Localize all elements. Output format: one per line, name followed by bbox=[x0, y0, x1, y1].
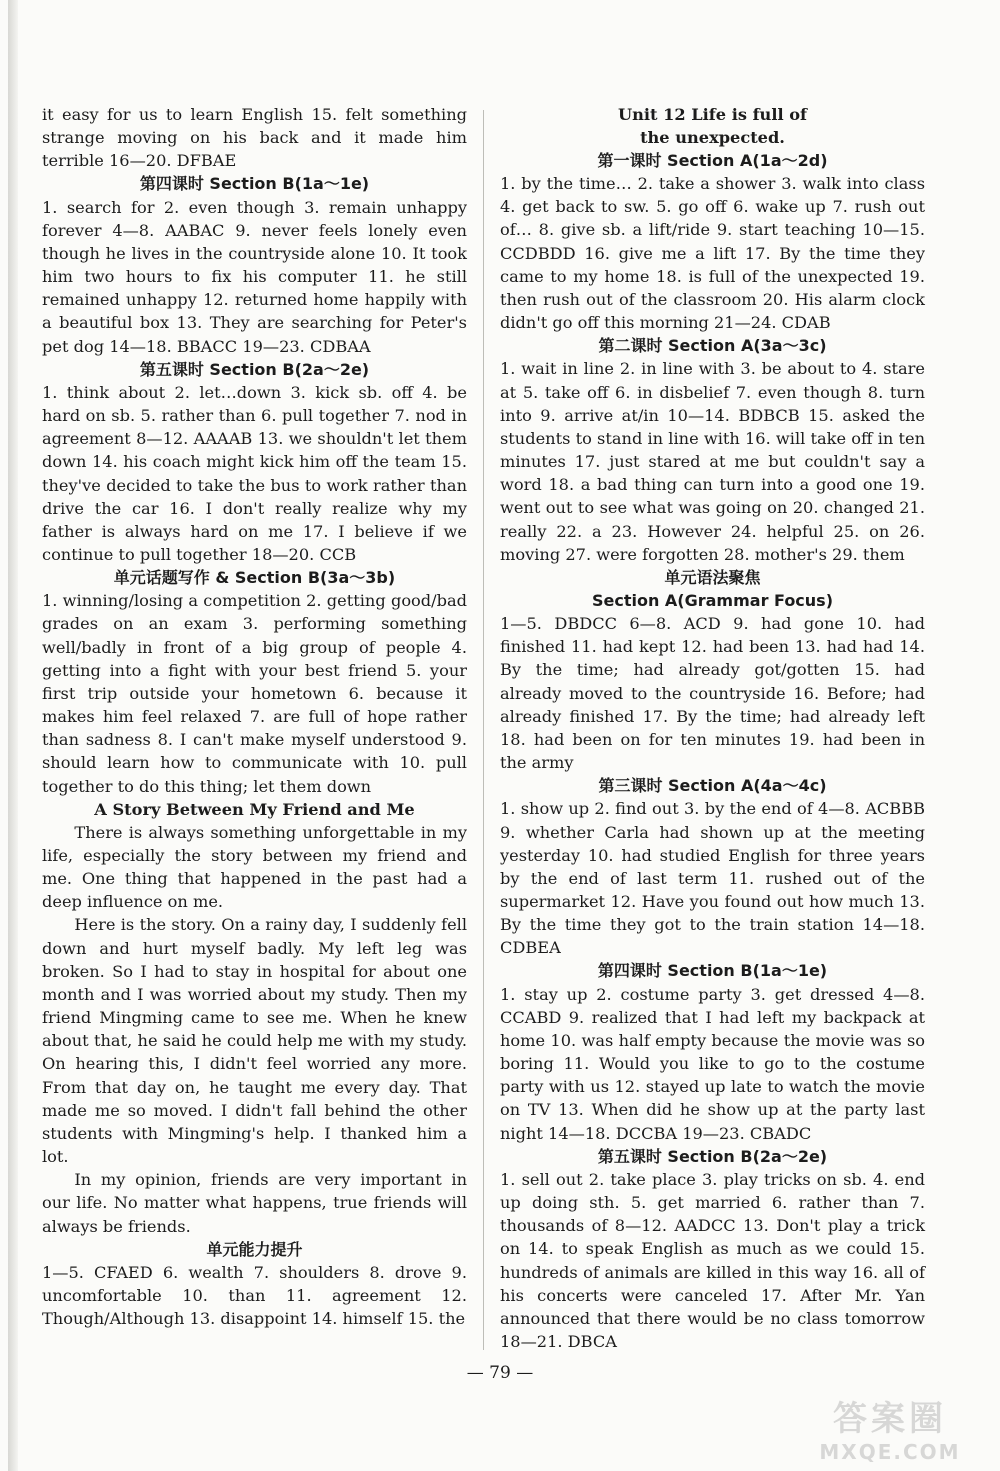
section-answers: 1. stay up 2. costume party 3. get dressed 4—8. CCABD 9. realized that I had left my backpack at home 10. was half empty because the movie was so boring 11. Would you like to go to the costume party with us 12. stayed up late to watch the movie on TV 13. When did he show up at the party last night 14—18. DCCBA 19—23. CBADC bbox=[500, 984, 925, 1143]
section-heading: 单元语法聚焦 bbox=[664, 567, 761, 587]
watermark-text: 答案圈 bbox=[833, 1399, 947, 1439]
section-heading: 第二课时 Section A(3a～3c) bbox=[598, 336, 827, 356]
section-heading: 第五课时 Section B(2a～2e) bbox=[139, 359, 370, 379]
section-heading: 单元话题写作 & Section B(3a～3b) bbox=[113, 568, 396, 588]
section-answers: 1—5. CFAED 6. wealth 7. shoulders 8. drove 9. uncomfortable 10. than 11. agreement 12. Though/Although 13. disappoint 14. himself 15. the bbox=[42, 1262, 467, 1329]
section-answers: 1. by the time… 2. take a shower 3. walk into class 4. get back to sw. 5. go off 6. wake up 7. rush out of… 8. give sb. a lift/ride 9. start teaching 10—15. CCDBDD 16. give me a lift 17. By the time they came to my home 18. is full of the unexpected 19. then rush out of the classroom 20. His alarm clock didn't go off this morning 21—24. CDAB bbox=[500, 174, 925, 333]
essay-title: A Story Between My Friend and Me bbox=[94, 799, 415, 819]
unit-title: Unit 12 Life is full of bbox=[617, 105, 808, 124]
section-answers: 1—5. DBDCC 6—8. ACD 9. had gone 10. had finished 11. had kept 12. had been 13. had had 14. By the time; had already got/gotten 15. had already moved to the countryside 16. Before; had already finished 17. By the time; had already left 18. had been on for ten minutes 19. had been in the army bbox=[500, 614, 925, 773]
section-heading: 第五课时 Section B(2a～2e) bbox=[597, 1146, 828, 1166]
right-column bbox=[500, 103, 925, 1353]
section-subheading: Section A(Grammar Focus) bbox=[591, 590, 834, 610]
scan-edge bbox=[8, 0, 18, 1471]
section-heading: 第四课时 Section B(1a～1e) bbox=[139, 174, 370, 194]
watermark-logo bbox=[800, 1391, 980, 1464]
section-answers: 1. wait in line 2. in line with 3. be about to 4. stare at 5. take off 6. in disbelief 7. even though 8. turn into 9. arrive at/in 10—14. BDBCB 15. asked the students to stand in line with 16. will take off in ten minutes 17. just stared at me but couldn't say a word 18. a bad thing can turn into a good one 19. went out to see what was going on 20. changed 21. really 22. a 23. However 24. helpful 25. on 26. moving 27. were forgotten 28. mother's 29. them bbox=[500, 359, 925, 564]
section-answers: 1. sell out 2. take place 3. play tricks on sb. 4. end up doing sth. 5. get married 6. rather than 7. thousands of 8—12. AADCC 13. Don't play a trick on 14. to speak English as much as we could 15. hundreds of animals are killed in this way 16. all of his concerts were canceled 17. After Mr. Yan announced that there would be no class tomorrow 18—21. DBCA bbox=[500, 1169, 925, 1351]
section-heading: 第三课时 Section A(4a～4c) bbox=[598, 776, 827, 796]
section-answers: 1. think about 2. let…down 3. kick sb. off 4. be hard on sb. 5. rather than 6. pull together 7. nod in agreement 8—12. AAAAB 13. we shouldn't let them down 14. his coach might kick him off the team 15. they've decided to take the bus to work rather than drive the car 16. I don't really realize why my father is always hard on me 17. I believe if we continue to pull together 18—20. CCB bbox=[42, 382, 467, 564]
section-heading: 第一课时 Section A(1a～2d) bbox=[597, 151, 828, 170]
left-column bbox=[42, 103, 467, 1330]
essay-paragraph: In my opinion, friends are very important in our life. No matter what happens, true friends will always be friends. bbox=[42, 1170, 467, 1236]
page-number: — 79 — bbox=[466, 1363, 534, 1383]
essay-paragraph: There is always something unforgettable in my life, especially the story between my friend and me. One thing that happened in the past had a deep influence on me. bbox=[42, 822, 467, 912]
section-heading: 第四课时 Section B(1a～1e) bbox=[597, 961, 828, 981]
column-divider bbox=[483, 110, 484, 1350]
intro-answers: it easy for us to learn English 15. felt something strange moving on his back and it made him terrible 16—20. DFBAE bbox=[42, 105, 467, 171]
section-answers: 1. show up 2. find out 3. by the end of 4—8. ACBBB 9. whether Carla had shown up at the meeting yesterday 10. had studied English for three years by the end of last term 11. rushed out of the supermarket 12. Have you found out how much 13. By the time they got to the train station 14—18. CDBEA bbox=[500, 799, 925, 958]
unit-title: the unexpected. bbox=[640, 128, 785, 147]
watermark-url: MXQE.COM bbox=[819, 1440, 961, 1464]
essay-paragraph: Here is the story. On a rainy day, I suddenly fell down and hurt myself badly. My left leg was broken. So I had to stay in hospital for about one month and I was worried about my study. Then my friend Mingming came to see me. When he knew about that, he said he could help me with my study. On hearing this, I didn't feel worried any more. From that day on, he taught me every day. That made me so moved. I didn't fall behind the other students with Mingming's help. I thanked him a lot. bbox=[42, 915, 467, 1167]
section-heading: 单元能力提升 bbox=[206, 1239, 303, 1259]
section-answers: 1. winning/losing a competition 2. getting good/bad grades on an exam 3. performing something well/badly in front of a big group of people 4. getting into a fight with your best friend 5. your first trip outside your hometown 6. because it makes him feel relaxed 7. are full of hope rather than sadness 8. I can't make myself understood 9. should learn how to communicate with 10. pull together to do this thing; let them down bbox=[42, 591, 467, 796]
section-answers: 1. search for 2. even though 3. remain unhappy forever 4—8. AABAC 9. never feels lonely even though he lives in the countryside alone 10. It took him two hours to fix his computer 11. he still remained unhappy 12. returned home happily with a beautiful box 13. They are searching for Peter's pet dog 14—18. BBACC 19—23. CDBAA bbox=[42, 197, 467, 356]
